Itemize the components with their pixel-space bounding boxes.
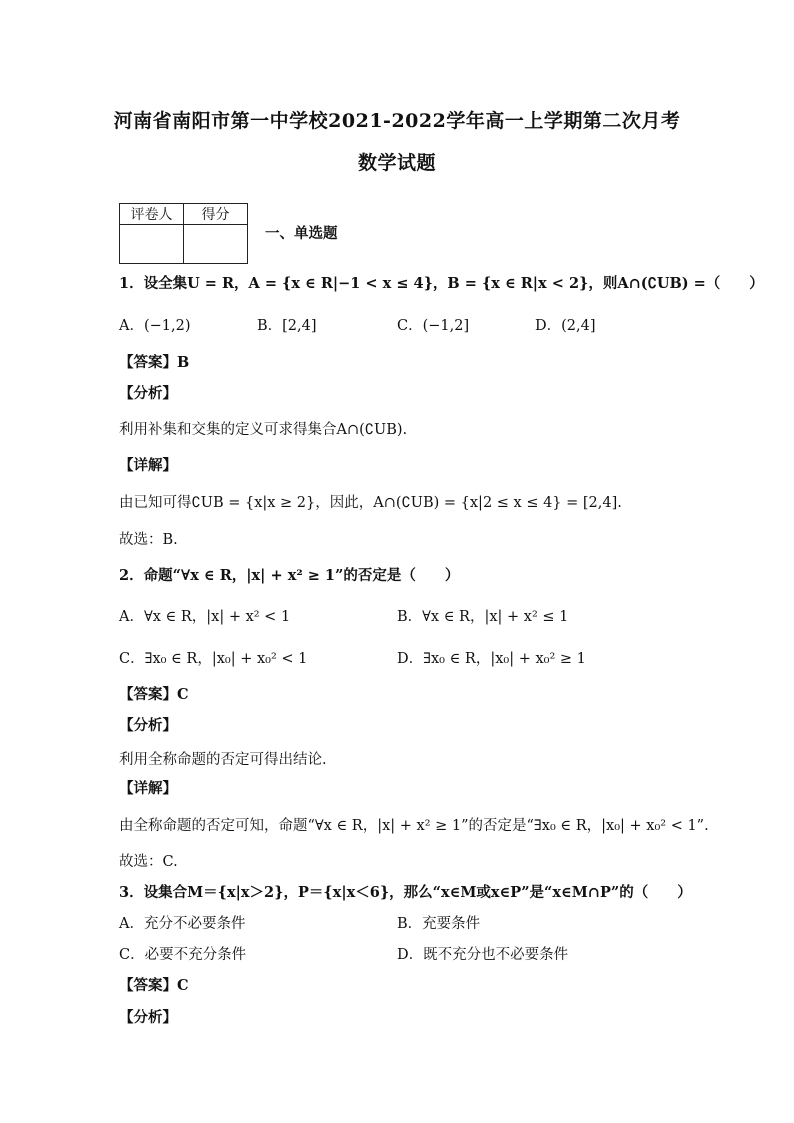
q1-option-b: B．[2,4]: [257, 318, 317, 334]
grader-header-reviewer: 评卷人: [120, 204, 184, 225]
q1-option-d: D．(2,4]: [535, 318, 596, 334]
q2-detail: 由全称命题的否定可知，命题“∀x ∈ R，|x| + x² ≥ 1”的否定是“∃x₀ ∈ R，|x₀| + x₀² < 1”.: [119, 818, 709, 834]
grader-cell-score: [184, 225, 248, 264]
q3-stem: 3．设集合M＝{x|x＞2}，P＝{x|x＜6}，那么“x∈M或x∈P”是“x∈M∩P”的（ ）: [119, 884, 692, 901]
q2-option-c: C．∃x₀ ∈ R，|x₀| + x₀² < 1: [119, 651, 308, 667]
doc-title: 河南省南阳市第一中学校2021-2022学年高一上学期第二次月考: [113, 110, 681, 132]
q3-analysis-heading: 【分析】: [119, 1009, 177, 1026]
grader-header-score: 得分: [184, 204, 248, 225]
q1-option-c: C．(−1,2]: [397, 318, 470, 334]
q3-option-d: D．既不充分也不必要条件: [397, 947, 569, 963]
grader-cell-reviewer: [120, 225, 184, 264]
q3-answer: 【答案】C: [119, 977, 189, 994]
q1-analysis-heading: 【分析】: [119, 385, 177, 402]
q2-answer: 【答案】C: [119, 686, 189, 703]
q1-stem: 1．设全集U = R，A = {x ∈ R|−1 < x ≤ 4}，B = {x ∈ R|x < 2}，则A∩(∁UB) =（ ）: [119, 275, 764, 292]
q3-option-b: B．充要条件: [397, 916, 481, 932]
q2-analysis-heading: 【分析】: [119, 717, 177, 734]
q2-option-d: D．∃x₀ ∈ R，|x₀| + x₀² ≥ 1: [397, 651, 586, 667]
q2-stem: 2．命题“∀x ∈ R，|x| + x² ≥ 1”的否定是（ ）: [119, 567, 460, 584]
q1-choice: 故选：B.: [119, 532, 178, 548]
q3-option-a: A．充分不必要条件: [119, 916, 246, 932]
section-heading: 一、单选题: [265, 225, 338, 242]
q1-analysis: 利用补集和交集的定义可求得集合A∩(∁UB).: [119, 422, 408, 438]
q1-option-a: A．(−1,2): [119, 318, 191, 334]
q2-choice: 故选：C.: [119, 854, 178, 870]
q1-answer: 【答案】B: [119, 354, 190, 371]
q1-detail-heading: 【详解】: [119, 457, 177, 474]
q2-detail-heading: 【详解】: [119, 780, 177, 797]
q2-analysis: 利用全称命题的否定可得出结论.: [119, 752, 327, 768]
q3-option-c: C．必要不充分条件: [119, 947, 247, 963]
q2-option-a: A．∀x ∈ R，|x| + x² < 1: [119, 609, 291, 625]
q2-option-b: B．∀x ∈ R，|x| + x² ≤ 1: [397, 609, 569, 625]
doc-subtitle: 数学试题: [357, 152, 436, 174]
q1-detail: 由已知可得∁UB = {x|x ≥ 2}，因此，A∩(∁UB) = {x|2 ≤ x ≤ 4} = [2,4].: [119, 495, 622, 511]
grader-table: [119, 203, 248, 264]
